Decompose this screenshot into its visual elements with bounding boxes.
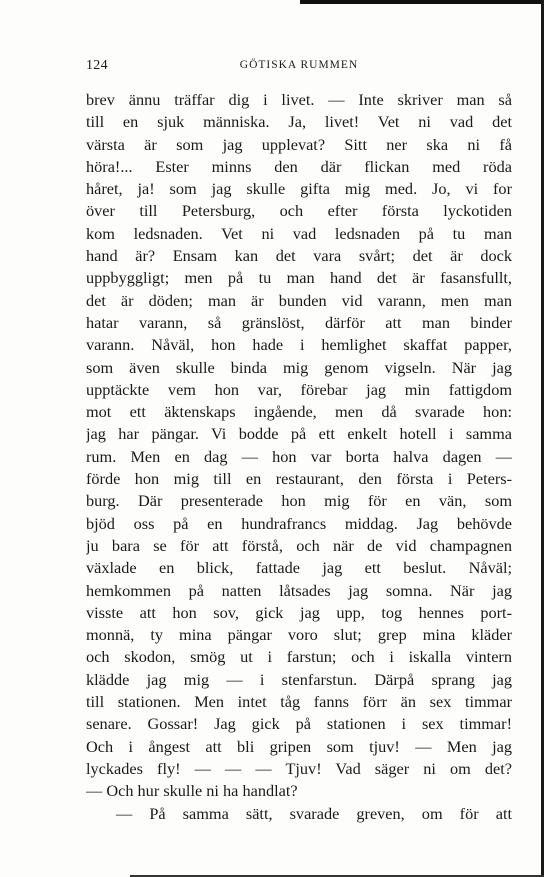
text-line: ju bara se för att förstå, och när de vid champagnen: [86, 535, 512, 555]
text-line: klädde jag mig — i stenfarstun. Därpå sprang jag: [86, 669, 512, 689]
text-line: rum. Men en dag — hon var borta halva dagen —: [86, 446, 512, 466]
text-line: hatar varann, så gränslöst, därför att man binder: [86, 312, 512, 332]
text-line: till stationen. Men intet tåg fanns förr än sex timmar: [86, 692, 512, 712]
text-line: mot ett äktenskaps ingående, men då svarade hon:: [86, 402, 512, 422]
text-line: monnä, ty mina pängar voro slut; grep mina kläder: [86, 625, 512, 645]
scan-edge-top: [300, 0, 544, 4]
body-text: [86, 89, 512, 825]
text-line: visste att hon sov, gick jag upp, tog hennes port-: [86, 602, 512, 622]
text-line: lyckades fly! — — — Tjuv! Vad säger ni om det?: [86, 758, 512, 778]
text-line: och skodon, smög ut i farstun; och i iskalla vintern: [86, 647, 512, 667]
page-number: 124: [86, 58, 108, 73]
text-line: hand är? Ensam kan det vara svårt; det är dock: [86, 246, 512, 266]
text-line: växlade en blick, fattade jag ett beslut. Nåväl;: [86, 558, 512, 578]
text-line: uppbyggligt; men på tu man hand det är fasansfullt,: [86, 268, 512, 288]
text-line: det är döden; man är bunden vid varann, men man: [86, 290, 512, 310]
text-line: värsta är som jag upplevat? Sitt ner ska ni få: [86, 134, 512, 154]
text-line: kom ledsnaden. Vet ni vad ledsnaden på tu man: [86, 223, 512, 243]
text-line: håret, ja! som jag skulle gifta mig med. Jo, vi for: [86, 179, 512, 199]
text-line: brev ännu träffar dig i livet. — Inte skriver man så: [86, 90, 512, 109]
text-line: upptäckte vem hon var, förebar jag min fattigdom: [86, 379, 512, 399]
text-line: som även skulle binda mig genom vigseln. När jag: [86, 357, 512, 377]
text-line: Och i ångest att bli gripen som tjuv! — Men jag: [86, 736, 512, 756]
text-line: — Och hur skulle ni ha handlat?: [86, 781, 298, 801]
page-header: [86, 58, 512, 76]
text-line: förde hon mig till en restaurant, den första i Peters-: [86, 469, 512, 489]
text-line: senare. Gossar! Jag gick på stationen i sex timmar!: [86, 714, 512, 734]
text-line: bjöd oss på en hundrafrancs middag. Jag behövde: [86, 513, 512, 533]
text-line: burg. Där presenterade hon mig för en vän, som: [86, 491, 512, 511]
text-line: jag har pängar. Vi bodde på ett enkelt hotell i samma: [86, 424, 512, 444]
text-line: över till Petersburg, och efter första lyckotiden: [86, 201, 512, 221]
text-line: höra!... Ester minns den där flickan med röda: [86, 156, 512, 176]
text-line: till en sjuk människa. Ja, livet! Vet ni vad det: [86, 112, 512, 132]
text-line: — På samma sätt, svarade greven, om för att: [116, 803, 512, 823]
text-line: hemkommen på natten låtsades jag somna. När jag: [86, 580, 512, 600]
text-line: varann. Nåväl, hon hade i hemlighet skaffat papper,: [86, 335, 512, 355]
running-head: GÖTISKA RUMMEN: [239, 59, 359, 71]
